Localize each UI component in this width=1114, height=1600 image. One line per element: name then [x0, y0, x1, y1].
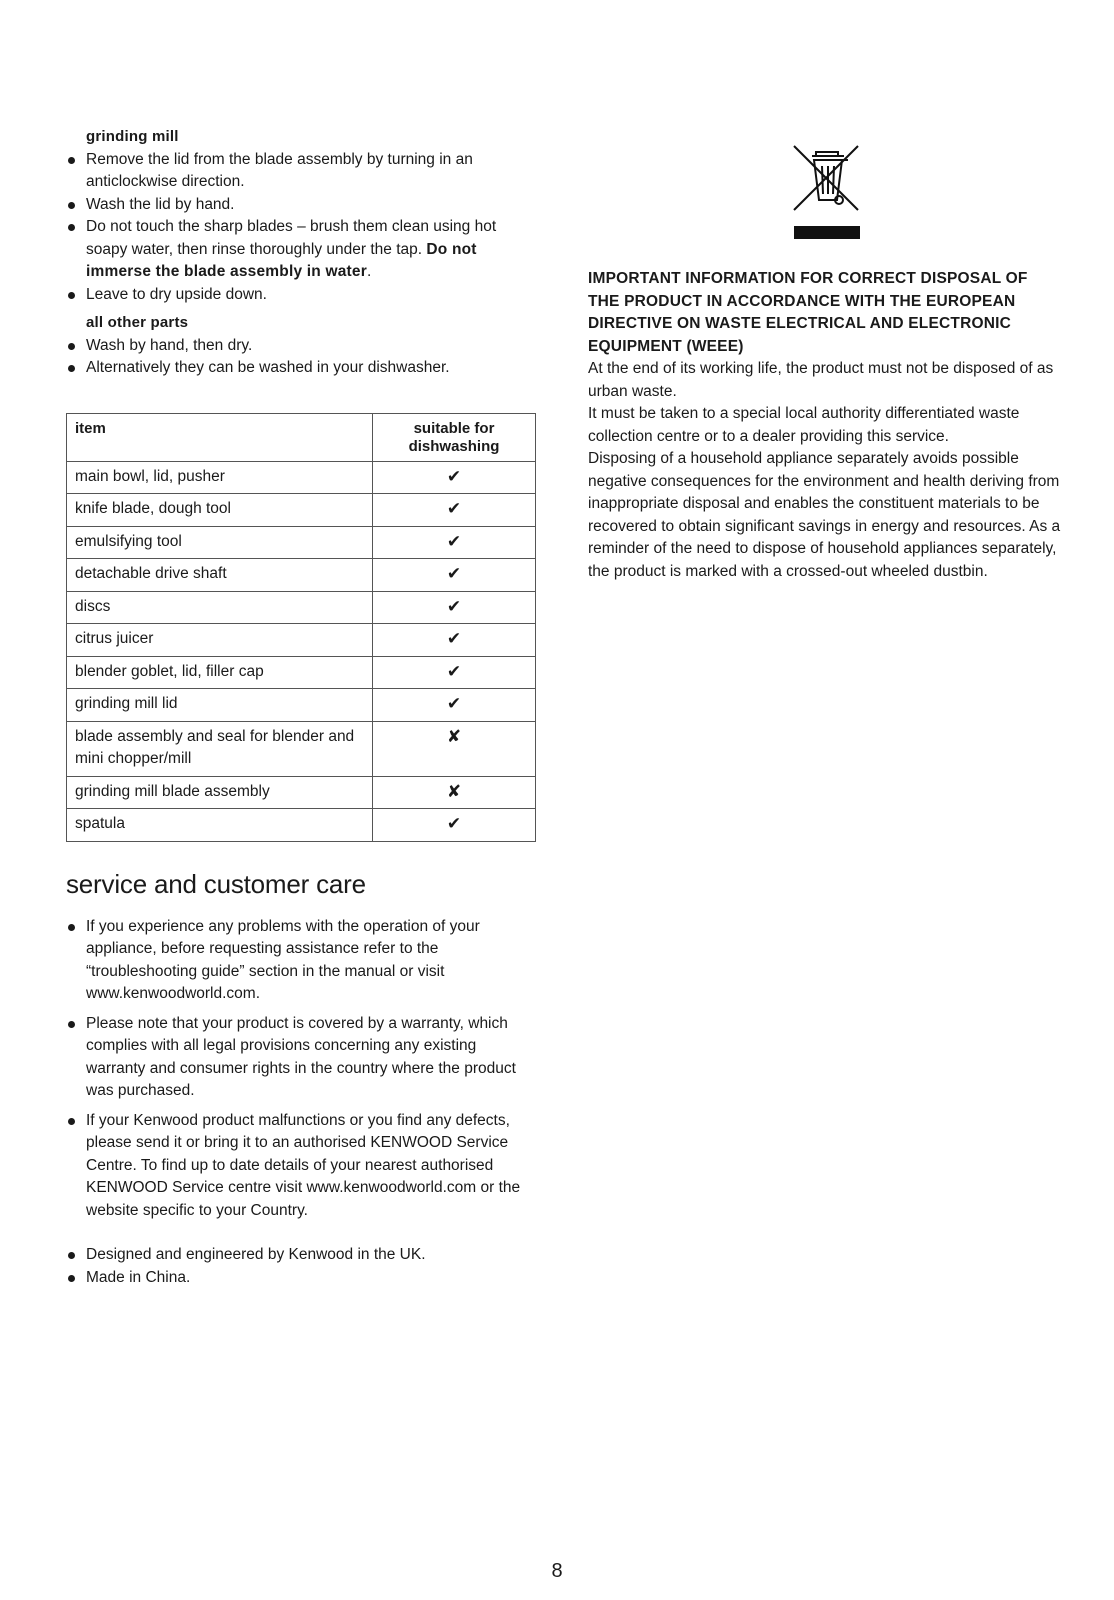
weee-paragraph: Disposing of a household appliance separately avoids possible negative consequences for the environment and health deriving from inappropriate disposal and enables the constituent materials to be recovered to obtain significant savings in energy and resources. As a reminder of the need to dispose of household appliances separately, the product is marked with a crossed-out wheeled dustbin. [588, 450, 1061, 580]
table-row [67, 689, 536, 722]
item-cell: citrus juicer [67, 624, 373, 657]
other-parts-list [66, 335, 536, 380]
column-header-item: item [67, 413, 373, 461]
mark-cell: ✔ [373, 526, 536, 559]
origin-list [66, 1244, 536, 1289]
list-item: Wash the lid by hand. [66, 194, 536, 217]
table-header-row [67, 413, 536, 461]
table-row [67, 776, 536, 809]
item-cell: discs [67, 591, 373, 624]
crossed-out-wheeled-bin-icon [792, 144, 862, 242]
item-cell: main bowl, lid, pusher [67, 461, 373, 494]
list-item: Designed and engineered by Kenwood in the UK. [66, 1244, 536, 1267]
item-cell: grinding mill lid [67, 689, 373, 722]
weee-paragraph: It must be taken to a special local authority differentiated waste collection centre or to a dealer providing this service. [588, 405, 1020, 445]
list-item: Made in China. [66, 1267, 536, 1290]
list-item: Remove the lid from the blade assembly by turning in an anticlockwise direction. [66, 149, 536, 194]
grinding-mill-list [66, 149, 536, 307]
other-parts-heading: all other parts [86, 314, 189, 331]
table-row [67, 526, 536, 559]
item-cell: spatula [67, 809, 373, 842]
mark-cell: ✔ [373, 461, 536, 494]
list-item [66, 216, 536, 284]
table-row [67, 721, 536, 776]
weee-symbol [588, 140, 1063, 240]
list-item: Alternatively they can be washed in your dishwasher. [66, 357, 536, 380]
left-column [66, 126, 536, 1289]
list-item: Wash by hand, then dry. [66, 335, 536, 358]
mark-cell: ✔ [373, 559, 536, 592]
mark-cell: ✔ [373, 689, 536, 722]
column-header-dishwashing: suitable for dishwashing [373, 413, 536, 461]
table-row [67, 591, 536, 624]
item-cell: detachable drive shaft [67, 559, 373, 592]
warning-end: . [366, 263, 372, 280]
item-cell: grinding mill blade assembly [67, 776, 373, 809]
service-list [66, 916, 536, 1223]
item-cell: emulsifying tool [67, 526, 373, 559]
list-item: Please note that your product is covered by a warranty, which complies with all legal provisions concerning any existing warranty and consumer rights in the country where the product was purchased. [66, 1013, 536, 1103]
warning-text: Do not immerse the blade assembly in water [86, 240, 477, 280]
mark-cell: ✘ [373, 776, 536, 809]
mark-cell: ✘ [373, 721, 536, 776]
dishwasher-table [66, 413, 536, 842]
item-cell: blade assembly and seal for blender and mini chopper/mill [67, 721, 373, 776]
table-row [67, 624, 536, 657]
list-item: If your Kenwood product malfunctions or you find any defects, please send it or bring it to an authorised KENWOOD Service Centre. To find up to date details of your nearest authorised KENWOOD Service centre visit www.kenwoodworld.com or the website specific to your Country. [66, 1110, 536, 1223]
table-row [67, 559, 536, 592]
grinding-mill-heading: grinding mill [86, 128, 179, 145]
table-row [67, 461, 536, 494]
mark-cell: ✔ [373, 494, 536, 527]
service-title: service and customer care [66, 868, 366, 899]
list-item: If you experience any problems with the operation of your appliance, before requesting assistance refer to the “troubleshooting guide” section in the manual or visit www.kenwoodworld.com. [66, 916, 536, 1006]
table-row [67, 656, 536, 689]
list-item-text: Do not touch the sharp blades – brush them clean using hot soapy water, then rinse thoroughly under the tap. [86, 218, 497, 258]
mark-cell: ✔ [373, 656, 536, 689]
mark-cell: ✔ [373, 809, 536, 842]
item-cell: blender goblet, lid, filler cap [67, 656, 373, 689]
right-column [588, 140, 1063, 583]
mark-cell: ✔ [373, 624, 536, 657]
item-cell: knife blade, dough tool [67, 494, 373, 527]
weee-heading: IMPORTANT INFORMATION FOR CORRECT DISPOSAL OF THE PRODUCT IN ACCORDANCE WITH THE EUROPEAN DIRECTIVE ON WASTE ELECTRICAL AND ELECTRONIC EQUIPMENT (WEEE) [588, 270, 1028, 355]
table-row [67, 809, 536, 842]
list-item: Leave to dry upside down. [66, 284, 536, 307]
mark-cell: ✔ [373, 591, 536, 624]
page-number: 8 [551, 1560, 563, 1582]
weee-paragraph: At the end of its working life, the product must not be disposed of as urban waste. [588, 360, 1054, 400]
table-row [67, 494, 536, 527]
